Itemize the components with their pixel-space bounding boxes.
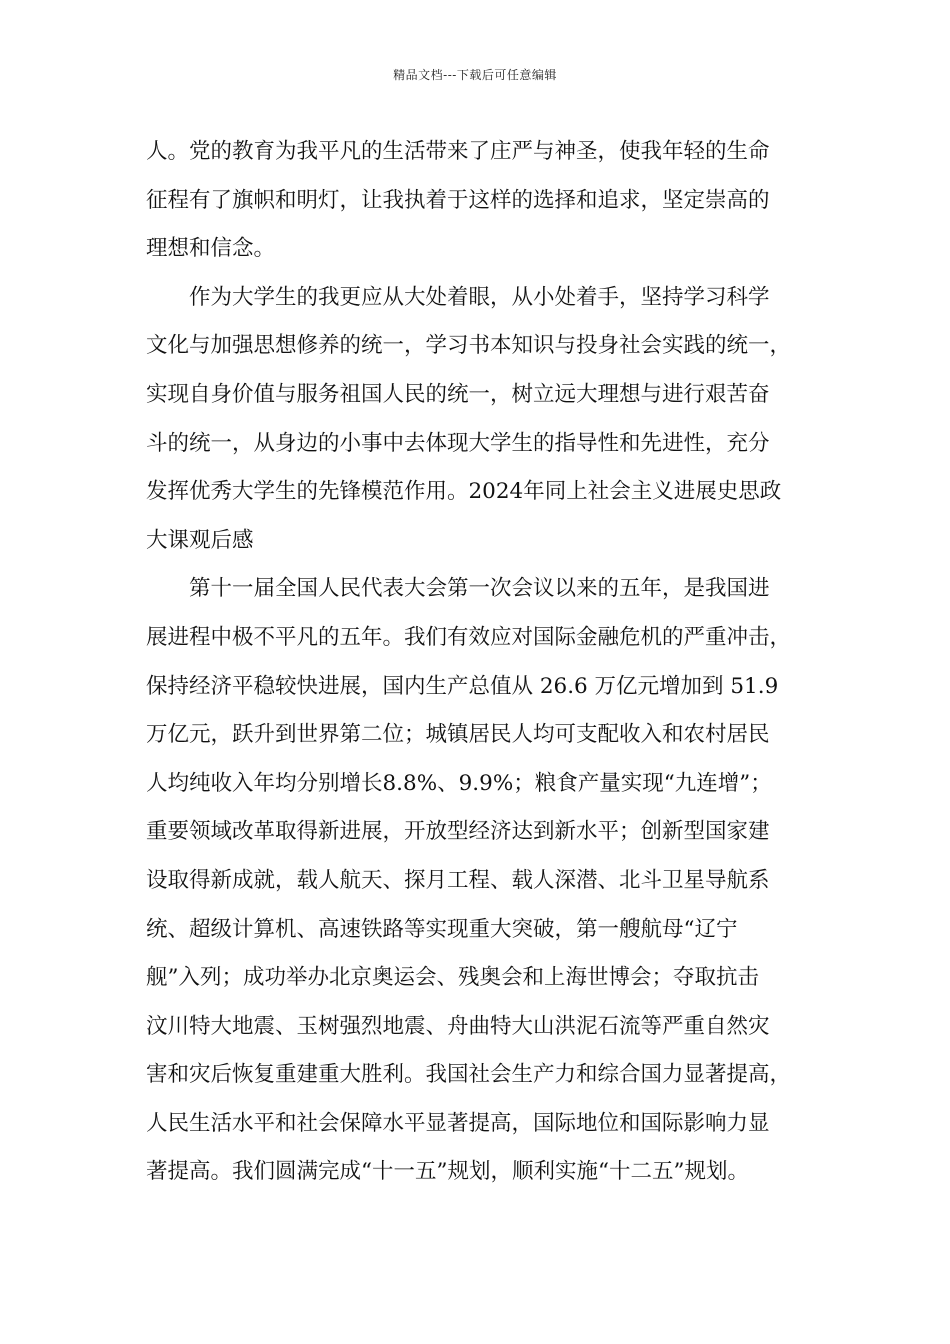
page-header: 精品文档---下载后可任意编辑	[393, 68, 557, 82]
text-line: 舰”入列；成功举办北京奥运会、残奥会和上海世博会；夺取抗击	[146, 965, 759, 991]
text-line: 著提高。我们圆满完成“十一五”规划，顺利实施“十二五”规划。	[146, 1159, 749, 1185]
text-line: 文化与加强思想修养的统一，学习书本知识与投身社会实践的统一，	[146, 333, 792, 359]
text-line: 人均纯收入年均分别增长8.8%、9.9%；粮食产量实现“九连增”；	[146, 770, 772, 796]
text-line: 人。党的教育为我平凡的生活带来了庄严与神圣，使我年轻的生命	[146, 139, 770, 164]
paragraph-1	[146, 128, 822, 274]
text-line: 理想和信念。	[146, 236, 276, 262]
text-line: 人民生活水平和社会保障水平显著提高，国际地位和国际影响力显	[146, 1110, 770, 1136]
text-line: 第十一届全国人民代表大会第一次会议以来的五年，是我国进	[189, 576, 770, 602]
text-line: 重要领域改革取得新进展，开放型经济达到新水平；创新型国家建	[146, 819, 770, 845]
text-line: 统、超级计算机、高速铁路等实现重大突破，第一艘航母“辽宁	[146, 916, 738, 942]
text-line: 征程有了旗帜和明灯，让我执着于这样的选择和追求，坚定崇高的	[146, 187, 770, 213]
document-body	[146, 128, 822, 1197]
text-line: 发挥优秀大学生的先锋模范作用。2024年同上社会主义进展史思政	[146, 479, 782, 505]
text-line: 害和灾后恢复重建重大胜利。我国社会生产力和综合国力显著提高，	[146, 1062, 792, 1088]
text-line: 作为大学生的我更应从大处着眼，从小处着手，坚持学习科学	[189, 284, 770, 310]
text-line: 万亿元，跃升到世界第二位；城镇居民人均可支配收入和农村居民	[146, 722, 770, 748]
text-line: 汶川特大地震、玉树强烈地震、舟曲特大山洪泥石流等严重自然灾	[146, 1013, 770, 1039]
text-line: 设取得新成就，载人航天、探月工程、载人深潜、北斗卫星导航系	[146, 867, 770, 893]
text-line: 保持经济平稳较快进展，国内生产总值从 26.6 万亿元增加到 51.9	[146, 673, 779, 699]
text-line: 大课观后感	[146, 527, 254, 553]
text-line: 展进程中极不平凡的五年。我们有效应对国际金融危机的严重冲击，	[146, 624, 792, 650]
paragraph-3	[146, 565, 822, 1197]
text-line: 斗的统一，从身边的小事中去体现大学生的指导性和先进性，充分	[146, 430, 770, 456]
paragraph-2	[146, 274, 822, 566]
text-line: 实现自身价值与服务祖国人民的统一，树立远大理想与进行艰苦奋	[146, 381, 770, 407]
